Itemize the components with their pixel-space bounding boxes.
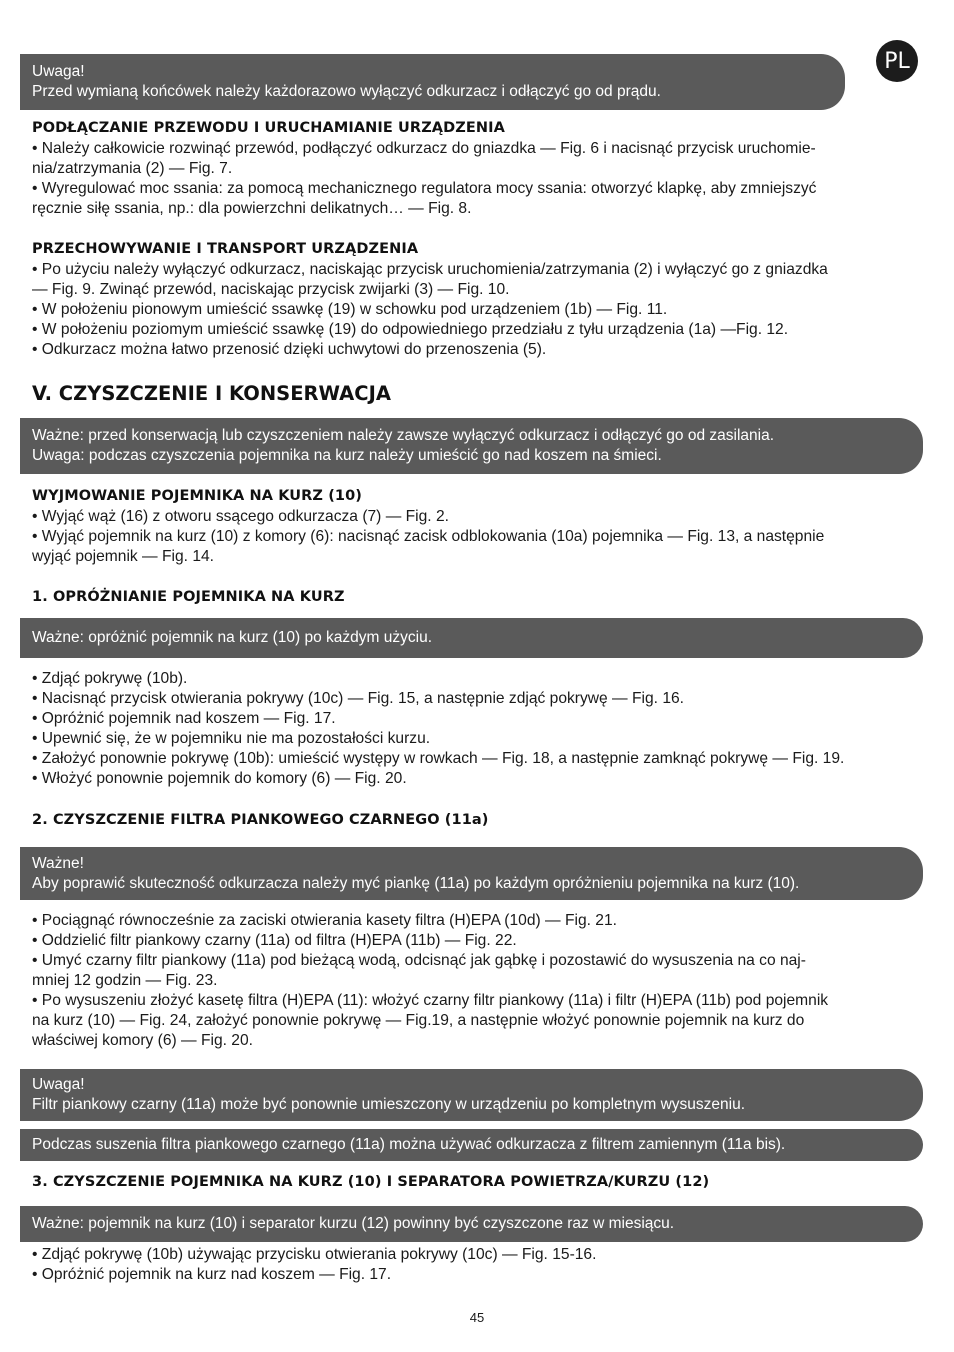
- note-dry-filter: [20, 1069, 923, 1121]
- note-line: Podczas suszenia filtra piankowego czarnego (11a) można używać odkurzacza z filtrem zamiennym (11a bis).: [32, 1136, 786, 1153]
- heading-separator: 3. CZYSZCZENIE POJEMNIKA NA KURZ (10) I SEPARATORA POWIETRZA/KURZU (12): [32, 1174, 710, 1190]
- note-replace-nozzles: [20, 54, 845, 110]
- text-line: • Odkurzacz można łatwo przenosić dzięki uchwytowi do przenoszenia (5).: [32, 341, 547, 358]
- text-line: • Zdjąć pokrywę (10b).: [32, 670, 188, 687]
- text-line: • Oddzielić filtr piankowy czarny (11a) od filtra (H)EPA (11b) — Fig. 22.: [32, 932, 517, 949]
- note-line: Ważne: opróżnić pojemnik na kurz (10) po każdym użyciu.: [32, 629, 433, 646]
- note-line: Ważne: pojemnik na kurz (10) i separator kurzu (12) powinny być czyszczone raz w miesiącu.: [32, 1215, 675, 1232]
- note-line: Filtr piankowy czarny (11a) może być ponownie umieszczony w urządzeniu po kompletnym wysuszeniu.: [32, 1096, 746, 1113]
- text-line: mniej 12 godzin — Fig. 23.: [32, 972, 218, 989]
- note-line: Uwaga: podczas czyszczenia pojemnika na kurz należy umieścić go nad koszem na śmieci.: [32, 447, 662, 464]
- note-line: Aby poprawić skuteczność odkurzacza należy myć piankę (11a) po każdym opróżnieniu pojemnika na kurz (10).: [32, 874, 800, 892]
- text-line: • Opróżnić pojemnik na kurz nad koszem — Fig. 17.: [32, 1266, 392, 1283]
- storage-text: [32, 260, 922, 360]
- text-line: • Należy całkowicie rozwinąć przewód, podłączyć odkurzacz do gniazdka — Fig. 6 i nacisnąć przycisk uruchomie-: [32, 140, 816, 157]
- language-badge: PL: [876, 40, 918, 82]
- emptying-text: [32, 669, 922, 789]
- text-line: • Wyjąć wąż (16) z otworu ssącego odkurzacza (7) — Fig. 2.: [32, 508, 449, 525]
- text-line: • Pociągnąć równocześnie za zaciski otwierania kasety filtra (H)EPA (10d) — Fig. 21.: [32, 912, 617, 929]
- note-line: Przed wymianą końcówek należy każdorazowo wyłączyć odkurzacz i odłączyć go od prądu.: [32, 83, 661, 100]
- text-line: • Nacisnąć przycisk otwierania pokrywy (10c) — Fig. 15, a następnie zdjąć pokrywę — Fig. 16.: [32, 690, 684, 707]
- note-spare-filter: [20, 1129, 923, 1161]
- note-empty-after-use: [20, 618, 923, 658]
- text-line: • Opróżnić pojemnik nad koszem — Fig. 17.: [32, 710, 336, 727]
- note-line: Uwaga!: [32, 63, 85, 80]
- heading-foam-filter: 2. CZYSZCZENIE FILTRA PIANKOWEGO CZARNEGO (11a): [32, 812, 489, 828]
- page-number: 45: [469, 1310, 485, 1325]
- heading-connect: PODŁĄCZANIE PRZEWODU I URUCHAMIANIE URZĄDZENIA: [32, 120, 505, 136]
- text-line: na kurz (10) — Fig. 24, założyć ponownie pokrywę — Fig.19, a następnie włożyć ponownie pojemnik na kurz do: [32, 1012, 805, 1029]
- note-wash-foam: [20, 847, 923, 900]
- note-line: Uwaga!: [32, 1076, 85, 1093]
- note-monthly-clean: [20, 1206, 923, 1242]
- connect-text: [32, 139, 922, 219]
- text-line: ręcznie siłę ssania, np.: dla powierzchni delikatnych… — Fig. 8.: [32, 200, 472, 217]
- note-line: Ważne: przed konserwacją lub czyszczeniem należy zawsze wyłączyć odkurzacz i odłączyć go od zasilania.: [32, 427, 775, 444]
- text-line: • Po wysuszeniu złożyć kasetę filtra (H)EPA (11): włożyć czarny filtr piankowy (11a) i filtr (H)EPA (11b) pod pojemnik: [32, 992, 829, 1009]
- remove-text: [32, 507, 922, 567]
- heading-emptying: 1. OPRÓŻNIANIE POJEMNIKA NA KURZ: [32, 589, 345, 605]
- heading-storage: PRZECHOWYWANIE I TRANSPORT URZĄDZENIA: [32, 241, 419, 257]
- text-line: • Włożyć ponownie pojemnik do komory (6) — Fig. 20.: [32, 770, 407, 787]
- text-line: wyjąć pojemnik — Fig. 14.: [32, 548, 214, 565]
- note-line: Ważne!: [32, 854, 84, 872]
- text-line: • W położeniu pionowym umieścić ssawkę (19) w schowku pod urządzeniem (1b) — Fig. 11.: [32, 301, 668, 318]
- text-line: nia/zatrzymania (2) — Fig. 7.: [32, 160, 233, 177]
- text-line: • W położeniu poziomym umieścić ssawkę (19) do odpowiedniego przedziału z tyłu urządzenia (1a) —Fig. 12.: [32, 321, 789, 338]
- separator-text: [32, 1245, 922, 1285]
- text-line: • Umyć czarny filtr piankowy (11a) pod bieżącą wodą, odcisnąć jak gąbkę i pozostawić do wysuszenia na co naj-: [32, 952, 806, 969]
- text-line: — Fig. 9. Zwinąć przewód, naciskając przycisk zwijarki (3) — Fig. 10.: [32, 281, 510, 298]
- text-line: właściwej komory (6) — Fig. 20.: [32, 1032, 253, 1049]
- note-important-cleaning: [20, 418, 923, 474]
- text-line: • Upewnić się, że w pojemniku nie ma pozostałości kurzu.: [32, 730, 431, 747]
- text-line: • Założyć ponownie pokrywę (10b): umieścić występy w rowkach — Fig. 18, a następnie zamknąć pokrywę — Fig. 19.: [32, 750, 845, 767]
- foam-text: [32, 911, 922, 1051]
- text-line: • Wyregulować moc ssania: za pomocą mechanicznego regulatora mocy ssania: otworzyć klapkę, aby zmniejszyć: [32, 180, 817, 197]
- text-line: • Po użyciu należy wyłączyć odkurzacz, naciskając przycisk uruchomienia/zatrzymania (2) i wyłączyć go z gniazdka: [32, 261, 828, 278]
- text-line: • Wyjąć pojemnik na kurz (10) z komory (6): nacisnąć zacisk odblokowania (10a) pojemnika — Fig. 13, a następnie: [32, 528, 825, 545]
- text-line: • Zdjąć pokrywę (10b) używając przycisku otwierania pokrywy (10c) — Fig. 15-16.: [32, 1246, 597, 1263]
- heading-remove-container: WYJMOWANIE POJEMNIKA NA KURZ (10): [32, 488, 363, 504]
- section-title-cleaning: V. CZYSZCZENIE I KONSERWACJA: [32, 382, 391, 405]
